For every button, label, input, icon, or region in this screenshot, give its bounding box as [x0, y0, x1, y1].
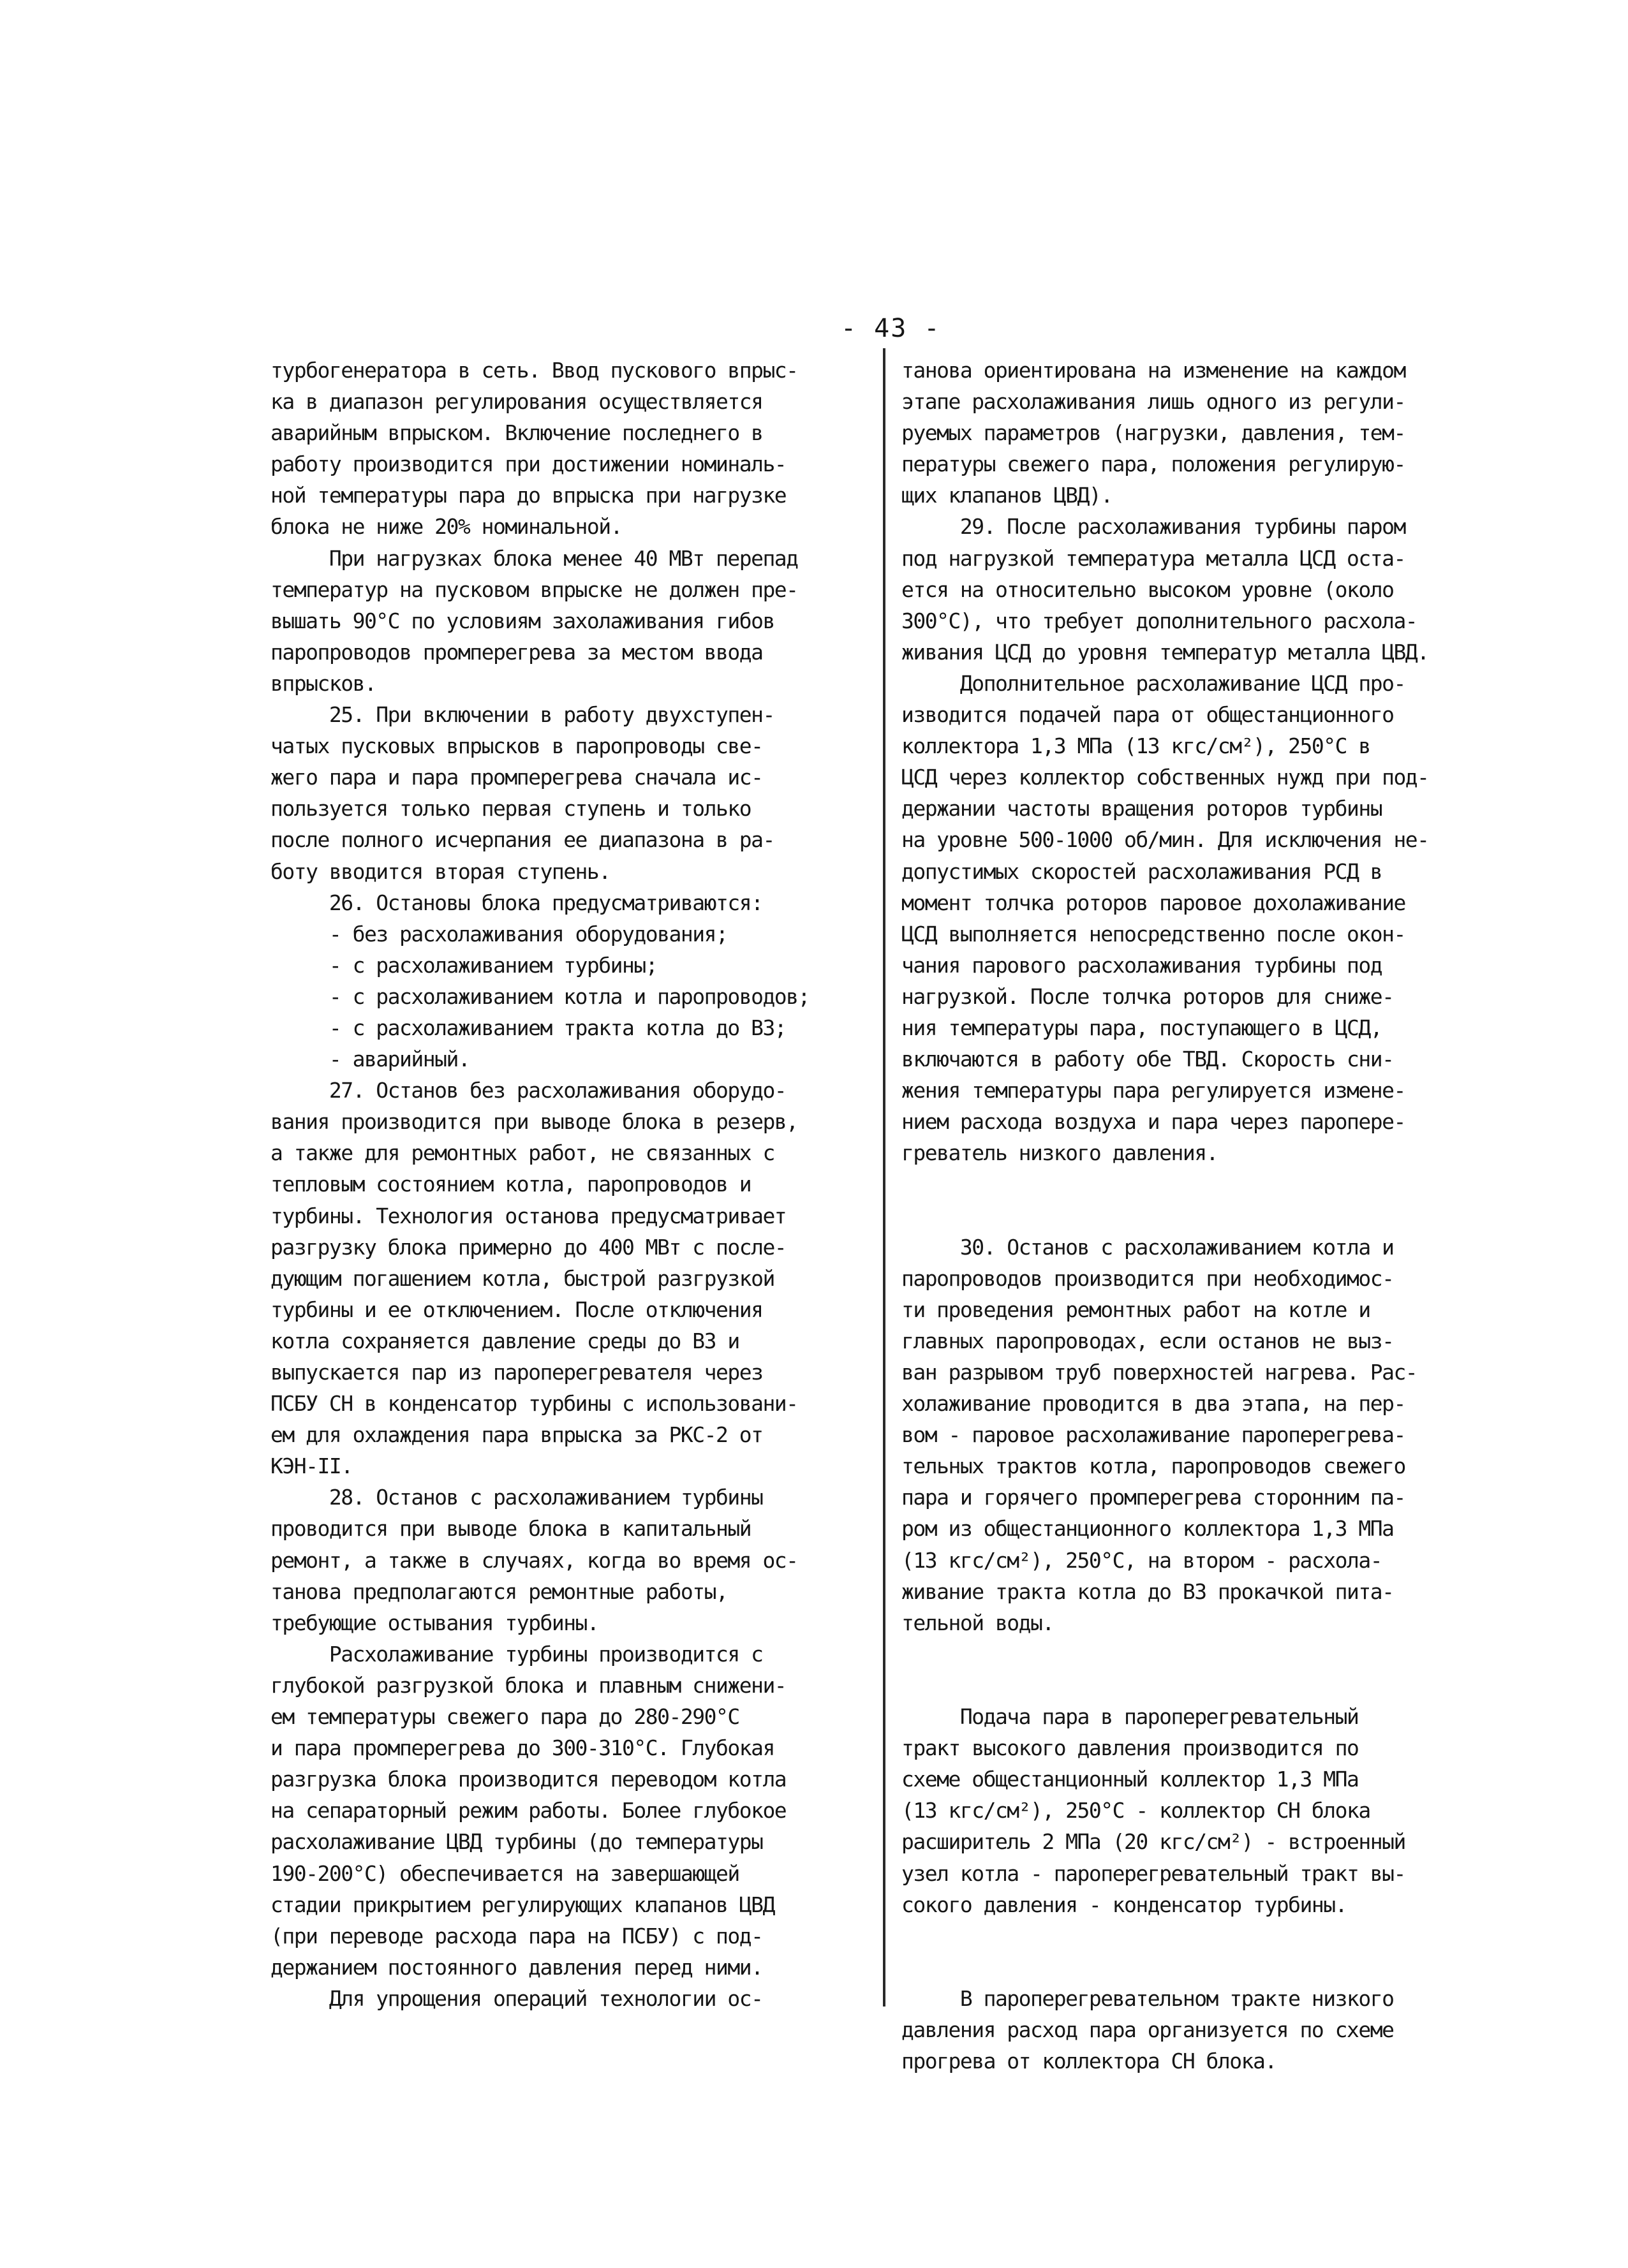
right-text-column: [901, 355, 1539, 2077]
text-line: узел котла - пароперегревательный тракт вы-: [901, 1860, 1405, 1886]
text-line: Подача пара в пароперегревательный: [901, 1704, 1359, 1730]
text-line: (при переводе расхода пара на ПСБУ) с под-: [270, 1923, 763, 1948]
text-line: ремонт, а также в случаях, когда во время ос-: [270, 1547, 798, 1573]
text-line: танова ориентирована на изменение на каждом: [901, 358, 1405, 383]
text-line: чания парового расхолаживания турбины под: [901, 952, 1382, 978]
text-line: - аварийный.: [270, 1047, 470, 1072]
text-line: живание тракта котла до ВЗ прокачкой пита-: [901, 1579, 1394, 1604]
text-line: пользуется только первая ступень и только: [270, 796, 751, 821]
text-line: турбины. Технология останова предусматривает: [270, 1203, 787, 1228]
text-line: танова предполагаются ремонтные работы,: [270, 1579, 728, 1604]
text-line: [901, 1168, 1539, 1200]
text-line: паропроводов промперегрева за местом ввода: [270, 639, 763, 665]
text-line: пара и горячего промперегрева сторонним па-: [901, 1485, 1405, 1510]
text-line: пературы свежего пара, положения регулирую-: [901, 452, 1405, 477]
text-line: выпускается пар из пароперегревателя через: [270, 1360, 763, 1385]
text-line: ния температуры пара, поступающего в ЦСД,: [901, 1015, 1382, 1040]
text-line: ван разрывом труб поверхностей нагрева. Рас-: [901, 1360, 1417, 1385]
text-line: руемых параметров (нагрузки, давления, тем-: [901, 420, 1405, 446]
text-line: после полного исчерпания ее диапазона в ра-: [270, 827, 774, 853]
text-line: ЦСД выполняется непосредственно после окон-: [901, 921, 1405, 946]
text-line: дующим погашением котла, быстрой разгрузкой: [270, 1265, 774, 1291]
text-line: стадии прикрытием регулирующих клапанов ЦВД: [270, 1892, 774, 1917]
text-line: вышать 90°С по условиям захолаживания гибов: [270, 608, 774, 633]
text-line: впрысков.: [270, 670, 376, 696]
text-line: тельных трактов котла, паропроводов свежего: [901, 1454, 1405, 1479]
text-line: температур на пусковом впрыске не должен пре-: [270, 577, 798, 602]
text-line: Дополнительное расхолаживание ЦСД про-: [901, 670, 1405, 696]
text-line: [901, 1638, 1539, 1670]
text-line: ем температуры свежего пара до 280-290°С: [270, 1704, 739, 1730]
text-line: ется на относительно высоком уровне (около: [901, 577, 1394, 602]
text-line: жения температуры пара регулируется измене-: [901, 1078, 1405, 1103]
text-line: - с расхолаживанием турбины;: [270, 952, 658, 978]
text-line: глубокой разгрузкой блока и плавным снижени-: [270, 1672, 787, 1698]
text-line: 25. При включении в работу двухступен-: [270, 702, 774, 728]
text-line: разгрузку блока примерно до 400 МВт с после-: [270, 1234, 787, 1260]
text-line: холаживание проводится в два этапа, на пер-: [901, 1391, 1405, 1417]
text-line: главных паропроводах, если останов не выз-: [901, 1328, 1394, 1353]
text-line: - с расхолаживанием тракта котла до ВЗ;: [270, 1015, 787, 1040]
text-line: расхолаживание ЦВД турбины (до температуры: [270, 1829, 763, 1855]
text-line: - без расхолаживания оборудования;: [270, 921, 728, 946]
text-line: ром из общестанционного коллектора 1,3 МПа: [901, 1516, 1394, 1542]
text-line: вом - паровое расхолаживание пароперегрева-: [901, 1422, 1405, 1448]
left-text-column: [270, 355, 883, 2014]
text-line: 30. Останов с расхолаживанием котла и: [901, 1234, 1394, 1260]
text-line: тельной воды.: [901, 1610, 1054, 1635]
text-line: [901, 1952, 1539, 1983]
text-line: щих клапанов ЦВД).: [901, 483, 1113, 508]
text-line: Для упрощения операций технологии ос-: [270, 1985, 763, 2011]
text-line: [901, 1670, 1539, 1701]
text-line: схеме общестанционный коллектор 1,3 МПа: [901, 1767, 1359, 1792]
text-line: ЦСД через коллектор собственных нужд при под-: [901, 765, 1429, 790]
text-line: давления расход пара организуется по схеме: [901, 2017, 1394, 2042]
text-line: расширитель 2 МПа (20 кгс/см²) - встроенный: [901, 1829, 1405, 1855]
text-line: котла сохраняется давление среды до ВЗ и: [270, 1328, 739, 1353]
text-line: При нагрузках блока менее 40 МВт перепад: [270, 545, 798, 571]
text-line: 190-200°С) обеспечивается на завершающей: [270, 1860, 739, 1886]
text-line: 29. После расхолаживания турбины паром: [901, 514, 1405, 540]
text-line: проводится при выводе блока в капитальный: [270, 1516, 751, 1542]
text-line: держанием постоянного давления перед ними.: [270, 1954, 763, 1980]
text-line: В пароперегревательном тракте низкого: [901, 1985, 1394, 2011]
text-line: ти проведения ремонтных работ на котле и: [901, 1297, 1370, 1322]
text-line: на уровне 500-1000 об/мин. Для исключения не-: [901, 827, 1429, 853]
text-line: турбины и ее отключением. После отключения: [270, 1297, 763, 1322]
text-line: 28. Останов с расхолаживанием турбины: [270, 1485, 763, 1510]
text-line: допустимых скоростей расхолаживания РСД в: [901, 858, 1382, 884]
text-line: 27. Останов без расхолаживания оборудо-: [270, 1078, 787, 1103]
text-line: [901, 1920, 1539, 1952]
text-line: КЭН-II.: [270, 1454, 353, 1479]
text-line: Расхолаживание турбины производится с: [270, 1641, 763, 1667]
page-number: - 43 -: [841, 314, 941, 343]
text-line: прогрева от коллектора СН блока.: [901, 2049, 1276, 2074]
text-line: боту вводится вторая ступень.: [270, 858, 610, 884]
text-line: изводится подачей пара от общестанционного: [901, 702, 1394, 728]
text-line: этапе расхолаживания лишь одного из регули-: [901, 389, 1405, 415]
text-line: жего пара и пара промперегрева сначала ис-: [270, 765, 763, 790]
text-line: вания производится при выводе блока в резерв,: [270, 1109, 798, 1135]
text-line: разгрузка блока производится переводом котла: [270, 1767, 787, 1792]
text-line: (13 кгс/см²), 250°С - коллектор СН блока: [901, 1798, 1370, 1823]
text-line: момент толчка роторов паровое дохолаживание: [901, 890, 1405, 915]
text-line: нием расхода воздуха и пара через паропере-: [901, 1109, 1405, 1135]
text-line: ной температуры пара до впрыска при нагрузке: [270, 483, 787, 508]
text-line: держании частоты вращения роторов турбины: [901, 796, 1382, 821]
text-line: 26. Остановы блока предусматриваются:: [270, 890, 763, 915]
text-line: требующие остывания турбины.: [270, 1610, 599, 1635]
text-line: нагрузкой. После толчка роторов для сниже-: [901, 983, 1394, 1009]
text-line: тракт высокого давления производится по: [901, 1735, 1359, 1761]
text-line: сокого давления - конденсатор турбины.: [901, 1892, 1347, 1917]
text-line: (13 кгс/см²), 250°С, на втором - расхола-: [901, 1547, 1382, 1573]
column-divider: [883, 348, 885, 2007]
text-line: под нагрузкой температура металла ЦСД оста-: [901, 545, 1405, 571]
text-line: включаются в работу обе ТВД. Скорость сни-: [901, 1047, 1394, 1072]
text-line: живания ЦСД до уровня температур металла ЦВД.: [901, 639, 1429, 665]
text-line: 300°С), что требует дополнительного расхола-: [901, 608, 1417, 633]
text-line: паропроводов производится при необходимос-: [901, 1265, 1394, 1291]
text-line: блока не ниже 20% номинальной.: [270, 514, 623, 540]
text-line: аварийным впрыском. Включение последнего в: [270, 420, 763, 446]
text-line: ем для охлаждения пара впрыска за РКС-2 от: [270, 1422, 763, 1448]
text-line: работу производится при достижении номиналь-: [270, 452, 787, 477]
text-line: [901, 1200, 1539, 1232]
text-line: и пара промперегрева до 300-310°С. Глубокая: [270, 1735, 774, 1761]
text-line: греватель низкого давления.: [901, 1140, 1218, 1166]
text-line: тепловым состоянием котла, паропроводов и: [270, 1172, 751, 1197]
text-line: турбогенератора в сеть. Ввод пускового впрыс-: [270, 358, 798, 383]
text-line: ПСБУ СН в конденсатор турбины с использовани-: [270, 1391, 798, 1417]
text-line: на сепараторный режим работы. Более глубокое: [270, 1798, 787, 1823]
text-line: а также для ремонтных работ, не связанных с: [270, 1140, 774, 1166]
text-line: - с расхолаживанием котла и паропроводов;: [270, 983, 810, 1009]
text-line: ка в диапазон регулирования осуществляется: [270, 389, 763, 415]
text-line: коллектора 1,3 МПа (13 кгс/см²), 250°С в: [901, 733, 1370, 759]
text-line: чатых пусковых впрысков в паропроводы све-: [270, 733, 763, 759]
